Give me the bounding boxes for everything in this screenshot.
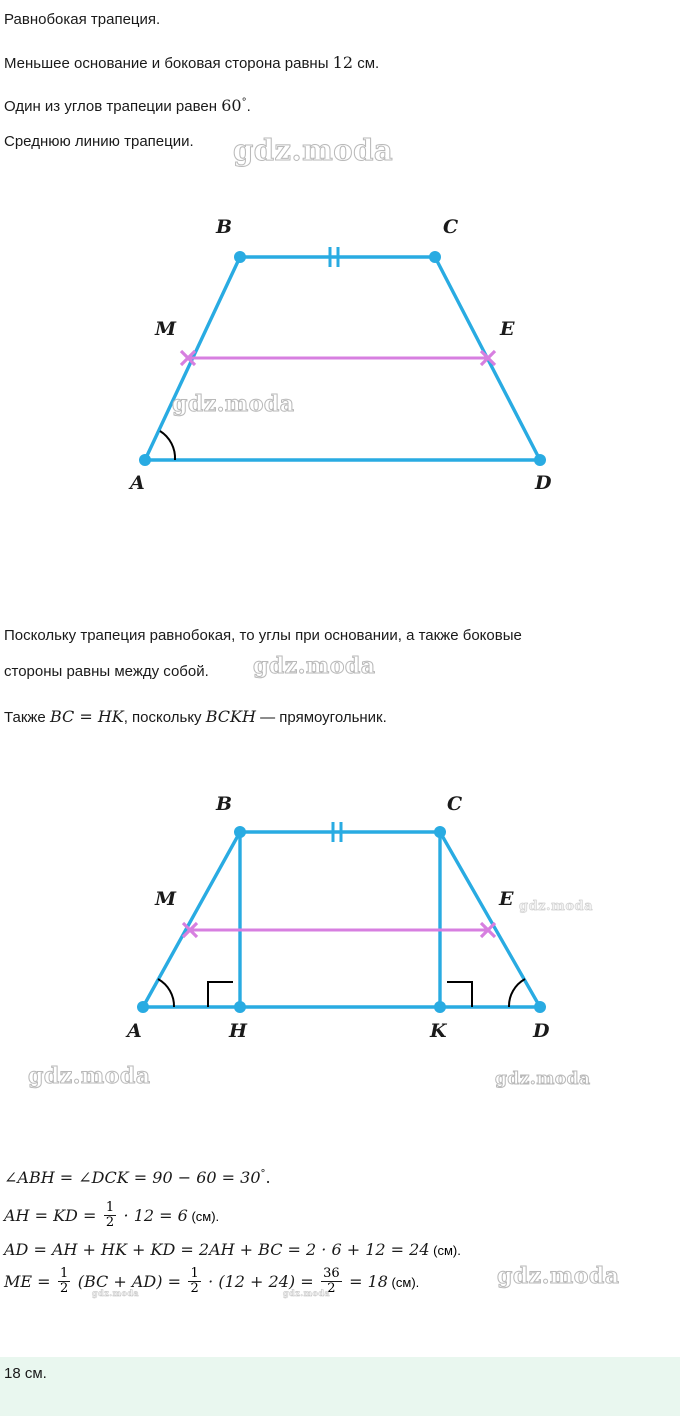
- angle-arc-d: [509, 979, 525, 1007]
- solution-line-4-left: ME =: [4, 1271, 51, 1291]
- trapezoid-outline: [143, 832, 540, 1007]
- figure-trapezoid-2: [0, 775, 680, 1115]
- solution-line-3-expr: AD = AH + HK + KD = 2AH + BC = 2 · 6 + 12 = 24: [4, 1240, 430, 1259]
- text-line-1-content: Равнобокая трапеция.: [4, 11, 161, 28]
- angle-arc-a: [160, 431, 175, 460]
- watermark: gdz.moda: [519, 899, 594, 914]
- label-D: D: [535, 472, 552, 494]
- solution-line-2: [4, 1202, 219, 1231]
- text-line-7: [4, 706, 387, 728]
- text-line-3-prefix: Один из углов трапеции равен: [4, 98, 222, 115]
- text-line-5: [4, 626, 522, 646]
- solution-line-3-unit: (см).: [429, 1243, 461, 1258]
- label-A: A: [127, 1020, 142, 1042]
- text-line-5-content: Поскольку трапеция равнобокая, то углы при основании, а также боковые: [4, 627, 522, 644]
- label-E: E: [499, 888, 514, 910]
- text-line-3-value: 60: [221, 96, 242, 115]
- text-line-2-unit: см.: [353, 55, 380, 72]
- solution-line-1: [4, 1168, 271, 1188]
- solution-line-4-unit: (см).: [387, 1274, 420, 1290]
- solution-line-4: [4, 1268, 419, 1297]
- text-line-6: [4, 662, 209, 682]
- watermark: [233, 133, 393, 167]
- solution-line-4-part1: (BC + AD) =: [77, 1271, 181, 1291]
- vertex-dots: [137, 826, 546, 1013]
- text-line-6-content: стороны равны между собой.: [4, 663, 209, 680]
- text-line-4-content: Среднюю линию трапеции.: [4, 133, 194, 150]
- watermark-text: gdz.moda: [233, 133, 394, 167]
- figure-trapezoid-1: [0, 195, 680, 515]
- label-K: K: [430, 1020, 447, 1042]
- label-E: E: [500, 318, 515, 340]
- watermark: gdz.moda: [283, 1288, 331, 1298]
- answer-banner: [0, 1357, 680, 1416]
- figure-1-svg: [0, 195, 680, 515]
- label-C: C: [447, 793, 463, 815]
- text-line-7-suffix: — прямоугольник.: [255, 709, 387, 726]
- solution-line-1-tail: .: [265, 1168, 271, 1187]
- text-line-3: [4, 95, 251, 117]
- label-M: M: [155, 888, 177, 910]
- watermark: gdz.moda: [172, 391, 295, 417]
- watermark: gdz.moda: [497, 1263, 620, 1289]
- text-line-2-value: 12: [332, 53, 354, 72]
- label-A: A: [130, 472, 145, 494]
- solution-line-2-left: AH = KD =: [4, 1205, 97, 1225]
- watermark: gdz.moda: [28, 1063, 151, 1089]
- formula-bc-hk: BC = HK: [49, 707, 124, 726]
- solution-line-2-mid: · 12 = 6: [123, 1205, 188, 1225]
- fraction-one-half: $\frac{1}{2}$: [105, 1200, 115, 1231]
- fraction-one-half-a: $\frac{1}{2}$: [60, 1266, 69, 1297]
- angle-arc-a: [158, 979, 174, 1007]
- text-line-2-prefix: Меньшее основание и боковая сторона равны: [4, 55, 333, 72]
- text-line-3-suffix: .: [246, 98, 251, 115]
- fraction-one-half-b: $\frac{1}{2}$: [190, 1266, 199, 1297]
- right-angle-k: [447, 982, 472, 1007]
- label-D: D: [533, 1020, 550, 1042]
- label-B: B: [216, 793, 233, 815]
- watermark: gdz.moda: [253, 653, 376, 679]
- solution-line-4-part2: · (12 + 24) =: [208, 1271, 314, 1291]
- text-line-4: [4, 132, 194, 152]
- text-line-2: [4, 52, 379, 74]
- fraction-36-2: $\frac{36}{2}$: [323, 1266, 340, 1297]
- degree-symbol: °: [241, 97, 247, 108]
- formula-bckh: BCKH: [205, 707, 256, 726]
- text-line-1: [4, 10, 160, 30]
- label-B: B: [216, 216, 233, 238]
- text-line-7-prefix: Также: [4, 709, 50, 726]
- solution-line-3: [4, 1240, 461, 1260]
- right-angle-h: [208, 982, 233, 1007]
- solution-line-4-part3: = 18: [349, 1271, 388, 1291]
- watermark: gdz.moda: [495, 1069, 591, 1089]
- degree-symbol: °: [260, 1168, 266, 1180]
- answer-text: 18 см.: [4, 1365, 47, 1382]
- label-H: H: [229, 1020, 247, 1042]
- solution-line-2-unit: (см).: [187, 1208, 220, 1224]
- label-M: M: [155, 318, 177, 340]
- label-C: C: [443, 216, 459, 238]
- text-line-7-mid: , поскольку: [123, 709, 206, 726]
- solution-line-1-expr: ∠ABH = ∠DCK = 90 − 60 = 30: [4, 1168, 261, 1187]
- watermark: gdz.moda: [92, 1288, 140, 1298]
